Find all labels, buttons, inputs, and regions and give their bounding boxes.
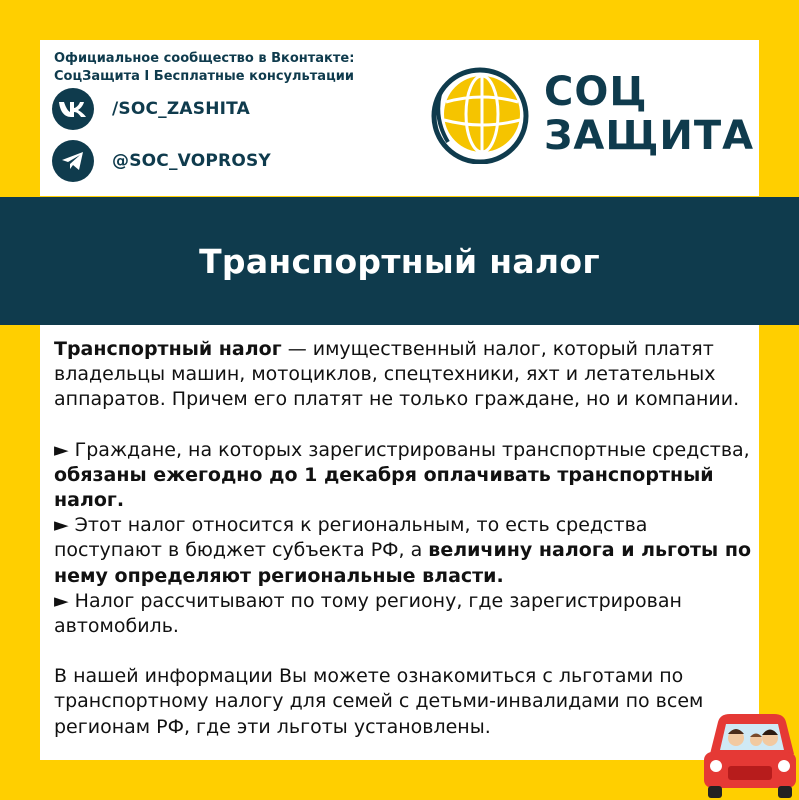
telegram-handle: @SOC_VOPROSY bbox=[112, 151, 271, 171]
community-line-1: Официальное сообщество в Вконтакте: bbox=[54, 51, 355, 66]
content-card bbox=[40, 325, 759, 760]
vk-handle: /SOC_ZASHITA bbox=[112, 99, 250, 119]
bullet-2-text: ► Этот налог относится к региональным, то есть средства поступают в бюджет субъекта РФ, а bbox=[54, 514, 648, 562]
logo-line-1: СОЦ bbox=[544, 69, 648, 115]
globe-logo-icon bbox=[430, 64, 530, 164]
bullet-1 bbox=[54, 438, 758, 514]
title-banner bbox=[0, 197, 799, 325]
logo-line-2: ЗАЩИТА bbox=[544, 113, 755, 159]
vk-icon bbox=[52, 88, 94, 130]
bullet-1-bold: обязаны ежегодно до 1 декабря оплачивать транспортный налог. bbox=[54, 463, 714, 512]
bullet-2-bold: величину налога и льготы по нему определяют региональные власти. bbox=[54, 539, 752, 587]
community-caption bbox=[54, 50, 414, 86]
telegram-link[interactable] bbox=[52, 140, 271, 182]
intro-paragraph bbox=[54, 337, 758, 413]
community-line-2: СоцЗащита I Бесплатные консультации bbox=[54, 69, 354, 84]
bullet-3: ► Налог рассчитывают по тому региону, где зарегистрирован автомобиль. bbox=[54, 589, 682, 638]
content-text bbox=[54, 337, 758, 740]
page-title: Транспортный налог bbox=[199, 241, 600, 281]
intro-bold: Транспортный налог bbox=[54, 338, 282, 360]
header-card bbox=[40, 40, 759, 196]
final-paragraph: В нашей информации Вы можете ознакомиться с льготами по транспортному налогу для семей с детьми-инвалидами по всем регионам РФ, где эти льготы установлены. bbox=[54, 665, 704, 738]
bullet-2 bbox=[54, 513, 758, 589]
intro-rest: — имущественный налог, который платят владельцы машин, мотоциклов, спецтехники, яхт и летательных аппаратов. Причем его платят не только граждане, но и компании. bbox=[54, 338, 740, 411]
vk-link[interactable] bbox=[52, 88, 250, 130]
family-car-illustration bbox=[700, 704, 799, 800]
soczashita-logo bbox=[430, 64, 754, 164]
telegram-icon bbox=[52, 140, 94, 182]
bullet-1-text: ► Граждане, на которых зарегистрированы транспортные средства, bbox=[54, 438, 750, 461]
